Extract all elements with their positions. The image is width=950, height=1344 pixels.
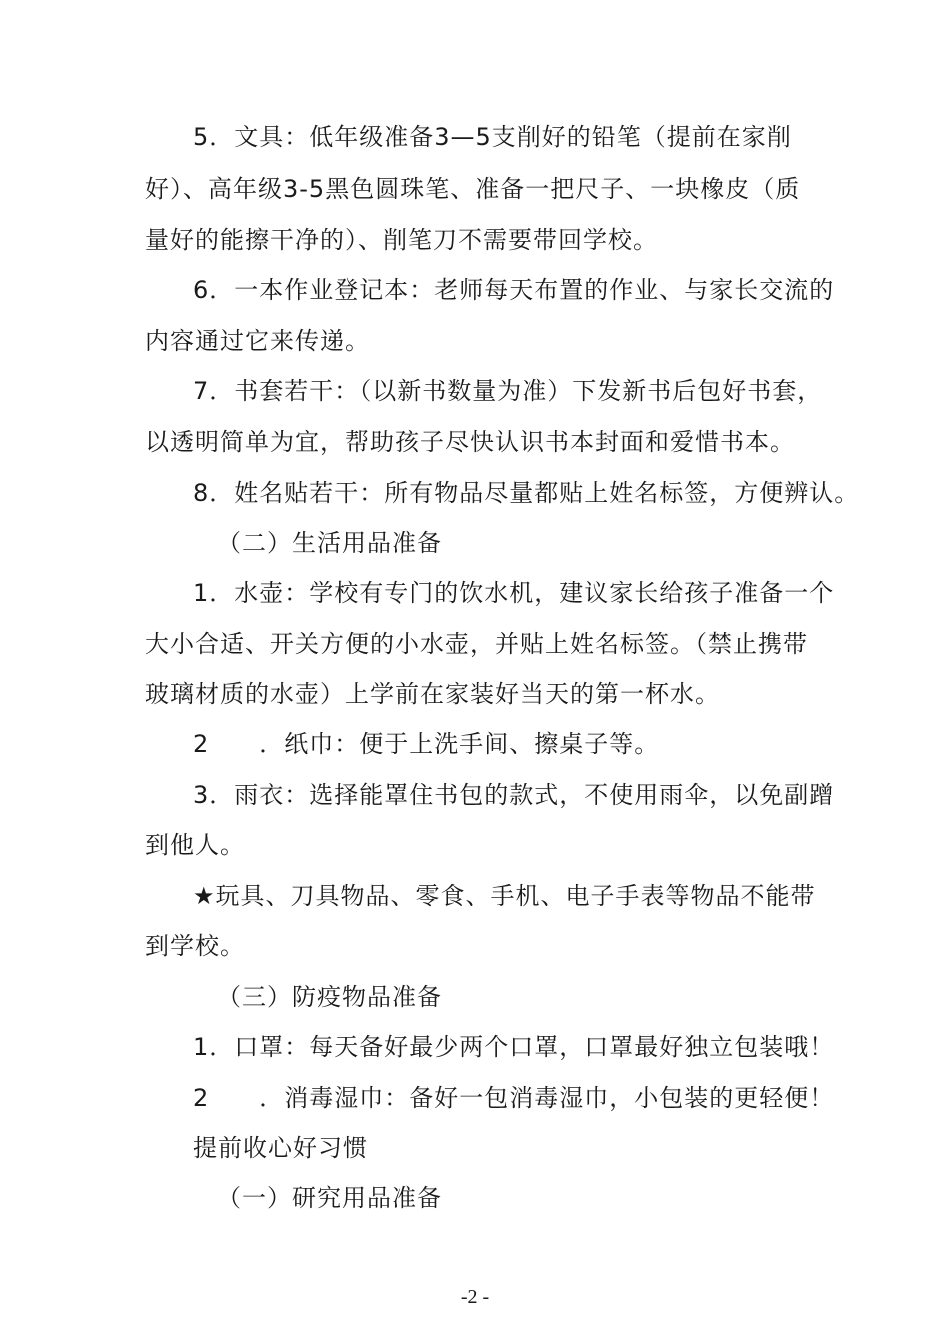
paragraph-homework-book: 6．一本作业登记本：老师每天布置的作业、与家长交流的	[193, 276, 835, 304]
section-heading-epidemic-supplies: （三）防疫物品准备	[217, 983, 442, 1011]
paragraph-book-covers: 7．书套若干：（以新书数量为准）下发新书后包好书套，	[193, 377, 823, 405]
section-heading-daily-supplies: （二）生活用品准备	[217, 529, 442, 557]
paragraph-water-bottle: 1．水壶：学校有专门的饮水机，建议家长给孩子准备一个	[193, 579, 835, 607]
paragraph-raincoat: 3．雨衣：选择能罩住书包的款式，不使用雨伞，以免副蹭	[193, 781, 835, 809]
paragraph-water-bottle-cont: 玻璃材质的水壶）上学前在家装好当天的第一杯水。	[145, 680, 720, 708]
paragraph-homework-book-cont: 内容通过它来传递。	[145, 327, 370, 355]
paragraph-book-covers-cont: 以透明简单为宜，帮助孩子尽快认识书本封面和爱惜书本。	[145, 428, 795, 456]
paragraph-tissues: 2 ．纸巾：便于上洗手间、擦桌子等。	[193, 730, 660, 758]
paragraph-wipes: 2 ．消毒湿巾：备好一包消毒湿巾，小包装的更轻便！	[193, 1084, 835, 1112]
section-heading-good-habits: 提前收心好习惯	[193, 1134, 368, 1162]
paragraph-name-stickers: 8．姓名贴若干：所有物品尽量都贴上姓名标签，方便辨认。	[193, 479, 860, 507]
paragraph-stationery-cont: 量好的能擦干净的）、削笔刀不需要带回学校。	[145, 226, 658, 254]
paragraph-water-bottle-cont: 大小合适、开关方便的小水壶，并贴上姓名标签。（禁止携带	[145, 630, 808, 658]
paragraph-prohibited-items: ★玩具、刀具物品、零食、手机、电子手表等物品不能带	[193, 882, 816, 910]
paragraph-stationery: 5．文具：低年级准备3—5支削好的铅笔（提前在家削	[193, 123, 792, 151]
paragraph-masks: 1．口罩：每天备好最少两个口罩，口罩最好独立包装哦！	[193, 1033, 835, 1061]
paragraph-prohibited-items-cont: 到学校。	[145, 932, 245, 960]
section-heading-study-supplies: （一）研究用品准备	[217, 1184, 442, 1212]
paragraph-stationery-cont: 好）、高年级3-5黑色圆珠笔、准备一把尺子、一块橡皮（质	[145, 175, 801, 203]
page-number: -2 -	[460, 1286, 490, 1308]
paragraph-raincoat-cont: 到他人。	[145, 831, 245, 859]
